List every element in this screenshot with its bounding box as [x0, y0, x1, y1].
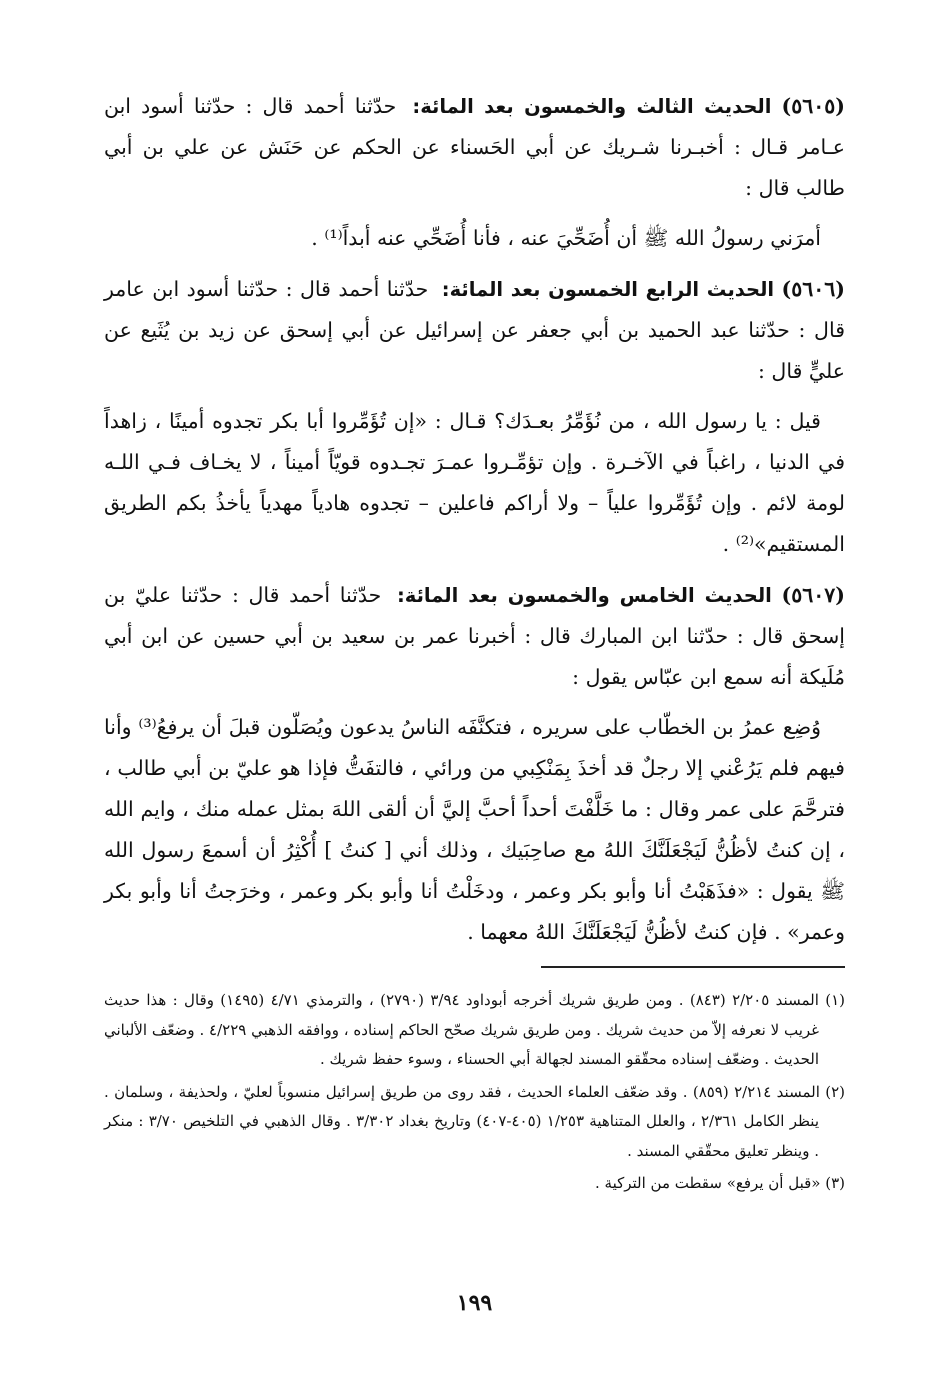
hadith-heading: الحديث الرابع الخمسون بعد المائة:	[441, 278, 775, 301]
hadith-number: (٥٦٠٥)	[781, 94, 845, 118]
page-number: ١٩٩	[456, 1290, 493, 1316]
hadith-isnad: حدّثنا أحمد قال : حدّثنا أسود ابن عامر قال : حدّثنا عبد الحميد بن أبي جعفر عن إسرائيل عن أبي إسحق عن زيد بن يُثَيع عن عليٍّ قال :	[104, 277, 845, 383]
footnote-divider	[541, 966, 845, 968]
footnote-1: (١) المسند ٢/٢٠٥ (٨٤٣) . ومن طريق شريك أخرجه أبوداود ٣/٩٤ (٢٧٩٠) ، والترمذي ٤/٧١ (١٤٩٥) وقال : هذا حديث غريب لا نعرفه إلاّ من حديث شريك . ومن طريق شريك صحّح الحاكم إسناده ، ووافقه الذهبي ٤/٢٢٩ . وضعّف الألباني الحديث . وضعّف إسناده محقّقو المسند لجهالة أبي الحسناء ، وسوء حفظ شريك .	[104, 991, 845, 1068]
hadith-number: (٥٦٠٧)	[781, 583, 845, 607]
hadith-5605-matn: أمرَني رسولُ الله ﷺ أن أُضَحِّيَ عنه ، فأنا أُضَحِّي عنه أبداً⁽¹⁾ .	[311, 226, 821, 250]
hadith-5605-isnad	[104, 86, 845, 209]
hadith-5606-isnad	[104, 269, 845, 392]
hadith-isnad: حدّثنا أحمد قال : حدّثنا أسود ابن عـامر قـال : أخبـرنا شـريك عن أبي الحَسناء عن الحكم عن حَنَش عن علي بن أبي طالب قال :	[104, 94, 845, 200]
footnote-3: (٣) «قبل أن يرفع» سقطت من التركية .	[594, 1174, 845, 1192]
footnotes	[104, 986, 845, 1202]
hadith-5607-matn: وُضِع عمرُ بن الخطّاب على سريره ، فتكنَّفَه الناسُ يدعون ويُصَلّون قبلَ أن يرفعُ⁽³⁾ وأنا فيهم فلم يَرُعْني إلا رجلٌ قد أخذَ بِمَنْكِبي من ورائي ، فالتفَتُّ فإذا هو عليّ بن أبي طالب ، فترحَّمَ على عمر وقال : ما خَلَّفْتَ أحداً أحبَّ إليَّ أن ألقى اللهَ بمثل عمله منك ، وايم الله ، إن كنتُ لأظُنُّ لَيَجْعَلَنَّكَ اللهُ مع صاحِبَيك ، وذلك أني [ كنتُ ] أُكْثِرُ أن أسمعَ رسول الله ﷺ يقول : «فذَهَبْتُ أنا وأبو بكر وعمر ، ودخَلْتُ أنا وأبو بكر وعمر ، وخرَجتُ أنا وأبو بكر وعمر» . فإن كنتُ لأظُنُّ لَيَجْعَلَنَّكَ اللهُ معهما .	[104, 715, 845, 944]
hadith-heading: الحديث الخامس والخمسون بعد المائة:	[396, 584, 772, 607]
hadith-isnad: حدّثنا أحمد قال : حدّثنا عليّ بن إسحق قال : حدّثنا ابن المبارك قال : أخبرنا عمر بن سعيد بن أبي حسين عن ابن أبي مُلَيكة أنه سمع ابن عبّاس يقول :	[104, 583, 845, 689]
hadith-number: (٥٦٠٦)	[781, 277, 845, 301]
footnote-2: (٢) المسند ٢/٢١٤ (٨٥٩) . وقد ضعّف العلماء الحديث ، فقد روى من طريق إسرائيل منسوباً لعليّ ، ولحذيفة ، وسلمان . ينظر الكامل ٢/٣٦١ ، والعلل المتناهية ١/٢٥٣ (٤٠٥-٤٠٧) وتاريخ بغداد ٣/٣٠٢ . وقال الذهبي في التلخيص ٣/٧٠ : منكر . وينظر تعليق محقّقي المسند .	[104, 1082, 845, 1160]
main-text	[104, 86, 845, 963]
hadith-5606-matn: قيل : يا رسول الله ، من نُؤَمِّرُ بعـدَك؟ قـال : «إن تُؤَمِّروا أبا بكر تجدوه أمينًا ، زاهداً في الدنيا ، راغباً في الآخـرة . وإن تؤمِّـروا عمـرَ تجـدوه قويّاً أميناً ، لا يخـاف فـي اللـه لومة لائم . وإن تُؤَمِّروا علياً – ولا أراكم فاعلين – تجدوه هادياً مهدياً يأخذُ بكم الطريق المستقيم»⁽²⁾ .	[104, 409, 845, 556]
hadith-5607-isnad	[104, 575, 845, 698]
hadith-heading: الحديث الثالث والخمسون بعد المائة:	[412, 95, 772, 118]
